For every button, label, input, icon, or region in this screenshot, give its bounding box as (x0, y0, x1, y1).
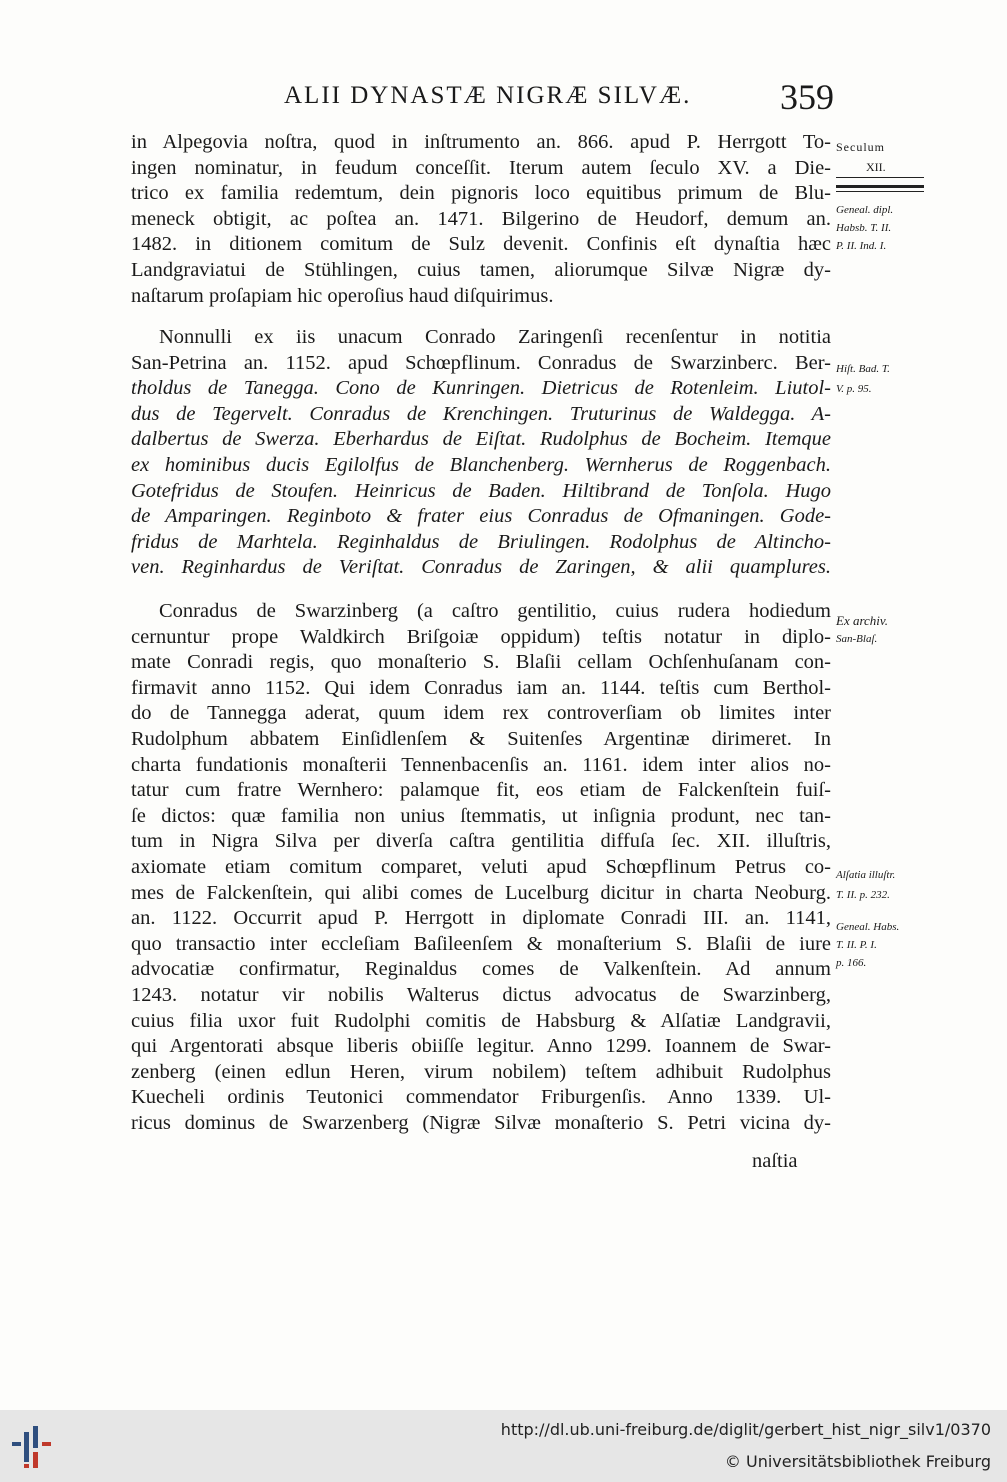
page-number: 359 (780, 77, 834, 117)
catchword: naſtia (752, 1150, 798, 1172)
margin-note-line: Hiſt. Bad. T. (836, 363, 890, 375)
text-line: in Alpegovia noſtra, quod in inſtrumento an. 866. apud P. Herrgott To- (131, 131, 831, 153)
text-line: cernuntur prope Waldkirch Briſgoiæ oppidum) teſtis notatur in diplo- (131, 625, 831, 648)
text-line: tum in Nigra Silva per diverſa caſtra gentilitia diffuſa ſec. XII. illuſtris, (131, 830, 831, 853)
margin-note-line: T. II. P. I. (836, 939, 877, 951)
paragraph-3 (131, 599, 831, 1136)
text-line: Kuecheli ordinis Teutonici commendator Friburgenſis. Anno 1339. Ul- (131, 1086, 831, 1109)
margin-note-geneal-habs (836, 920, 936, 970)
running-header: ALII DYNASTÆ NIGRÆ SILVÆ. (284, 82, 692, 109)
margin-note-line: T. II. p. 232. (836, 889, 890, 901)
margin-seculum: Seculum (836, 140, 885, 154)
text-line: dalbertus de Swerza. Eberhardus de Eiſtat. Rudolphus de Bocheim. Itemque (131, 428, 831, 451)
text-line: San-Petrina an. 1152. apud Schœpflinum. Conradus de Swarzinberc. Ber- (131, 351, 831, 374)
text-line: mate Conradi regis, quo monaſterio S. Blaſii cellam Ochſenhuſanam con- (131, 651, 831, 674)
permalink-url[interactable]: http://dl.ub.uni-freiburg.de/diglit/gerbert_hist_nigr_silv1/0370 (500, 1420, 991, 1439)
text-line: charta fundationis monaſterii Tennenbacenſis an. 1161. idem inter alios no- (131, 753, 831, 776)
margin-note-line: Geneal. Habs. (836, 921, 900, 933)
text-line: fridus de Marhtela. Reginhaldus de Briulingen. Rodolphus de Altincho- (131, 530, 831, 553)
margin-seculum-number: XII. (866, 160, 886, 174)
text-line: axiomate etiam comitum comparet, veluti apud Schœpflinum Petrus co- (131, 855, 831, 878)
text-line: meneck obtigit, ac poſtea an. 1471. Bilgerino de Heudorf, demum an. (131, 207, 831, 230)
text-line: 1243. notatur vir nobilis Walterus dictus advocatus de Swarzinberg, (131, 983, 831, 1006)
text-line: tatur cum fratre Wernhero: palamque fit, eos etiam de Falckenſtein fuiſ- (131, 779, 831, 802)
text-line: Rudolphum abbatem Einſidlenſem & Suitenſes Argentinæ dirimeret. In (131, 727, 831, 750)
text-line: trico ex familia redemtum, dein pignoris loco equitibus primum de Blu- (131, 182, 831, 205)
text-line: Conradus de Swarzinberg (a caſtro gentilitio, cuius rudera hodiedum (159, 600, 831, 622)
text-line: qui Argentorati absque liberis obiiſſe legitur. Anno 1299. Ioannem de Swar- (131, 1035, 831, 1058)
text-line: Gotefridus de Stoufen. Heinricus de Baden. Hiltibrand de Tonſola. Hugo (131, 479, 831, 502)
margin-note-geneal (836, 203, 936, 253)
text-line: ingen nominatur, in feudum conceſſit. Iterum autem ſeculo XV. a Die- (131, 156, 831, 179)
text-line: advocatiæ confirmatur, Reginaldus comes de Valkenſtein. Ad annum (131, 958, 831, 981)
text-line: 1482. in ditionem comitum de Sulz devenit. Confinis eſt dynaſtia hæc (131, 233, 831, 256)
text-line: de Amparingen. Reginboto & frater eius Conradus de Ofmaningen. Gode- (131, 505, 831, 528)
margin-note-line: Alſatia illuſtr. (836, 869, 896, 881)
margin-rule (836, 191, 924, 192)
text-line: firmavit anno 1152. Qui idem Conradus iam an. 1144. teſtis cum Berthol- (131, 676, 831, 699)
margin-note-alsatia (836, 868, 936, 902)
text-line: Nonnulli ex iis unacum Conrado Zaringenſi recenſentur in notitia (159, 326, 831, 348)
margin-note-line: p. 166. (836, 957, 867, 969)
text-line: ricus dominus de Swarzenberg (Nigræ Silvæ monaſterio S. Petri vicina dy- (131, 1111, 831, 1134)
text-line: zenberg (einen edlun Heren, virum nobilem) teſtem adhibuit Rudolphus (131, 1060, 831, 1083)
text-line: tholdus de Tanegga. Cono de Kunringen. Dietricus de Rotenleim. Liutol- (131, 377, 831, 400)
text-line: ven. Reginhardus de Veriſtat. Conradus de Zaringen, & alii quamplures. (131, 556, 831, 579)
text-line: mes de Falckenſtein, qui alibi comes de Lucelburg dicitur in charta Neoburg. (131, 881, 831, 904)
paragraph-1 (131, 130, 831, 309)
library-logo-icon (12, 1420, 64, 1472)
text-line: Landgraviatui de Stühlingen, cuius tamen, aliorumque Silvæ Nigræ dy- (131, 258, 831, 281)
margin-note-line: Geneal. dipl. (836, 204, 894, 216)
text-line: ſe dictos: quæ familia non unius ſtemmatis, ut inſignia produnt, nec tan- (131, 804, 831, 827)
margin-rule (836, 185, 924, 188)
text-line: naſtarum proſapiam hic operoſius haud diſquirimus. (131, 284, 554, 307)
text-line: do de Tannegga aderat, quum idem rex controverſiam ob limites inter (131, 702, 831, 725)
text-line: an. 1122. Occurrit apud P. Herrgott in diplomate Conradi III. an. 1141, (131, 907, 831, 930)
text-line: quo transactio inter eccleſiam Baſileenſem & monaſterium S. Blaſii de iure (131, 932, 831, 955)
viewer-footer (0, 1410, 1007, 1482)
margin-rule (836, 177, 924, 178)
text-line: dus de Tegervelt. Conradus de Krenchingen. Truturinus de Waldegga. A- (131, 402, 831, 425)
paragraph-2 (131, 325, 831, 581)
margin-note-line: V. p. 95. (836, 383, 872, 395)
margin-note-line: P. II. Ind. I. (836, 240, 887, 252)
margin-note-line: San-Blaſ. (836, 633, 878, 645)
margin-note-hist-bad (836, 362, 936, 396)
text-line: ex hominibus ducis Egilolfus de Blanchenberg. Wernherus de Roggenbach. (131, 453, 831, 476)
margin-note-line: Habsb. T. II. (836, 222, 892, 234)
margin-note-line: Ex archiv. (836, 613, 888, 628)
copyright-notice: © Universitätsbibliothek Freiburg (724, 1452, 991, 1471)
margin-note-archiv (836, 614, 936, 646)
text-line: cuius filia uxor fuit Rudolphi comitis de Habsburg & Alſatiæ Landgravii, (131, 1009, 831, 1032)
